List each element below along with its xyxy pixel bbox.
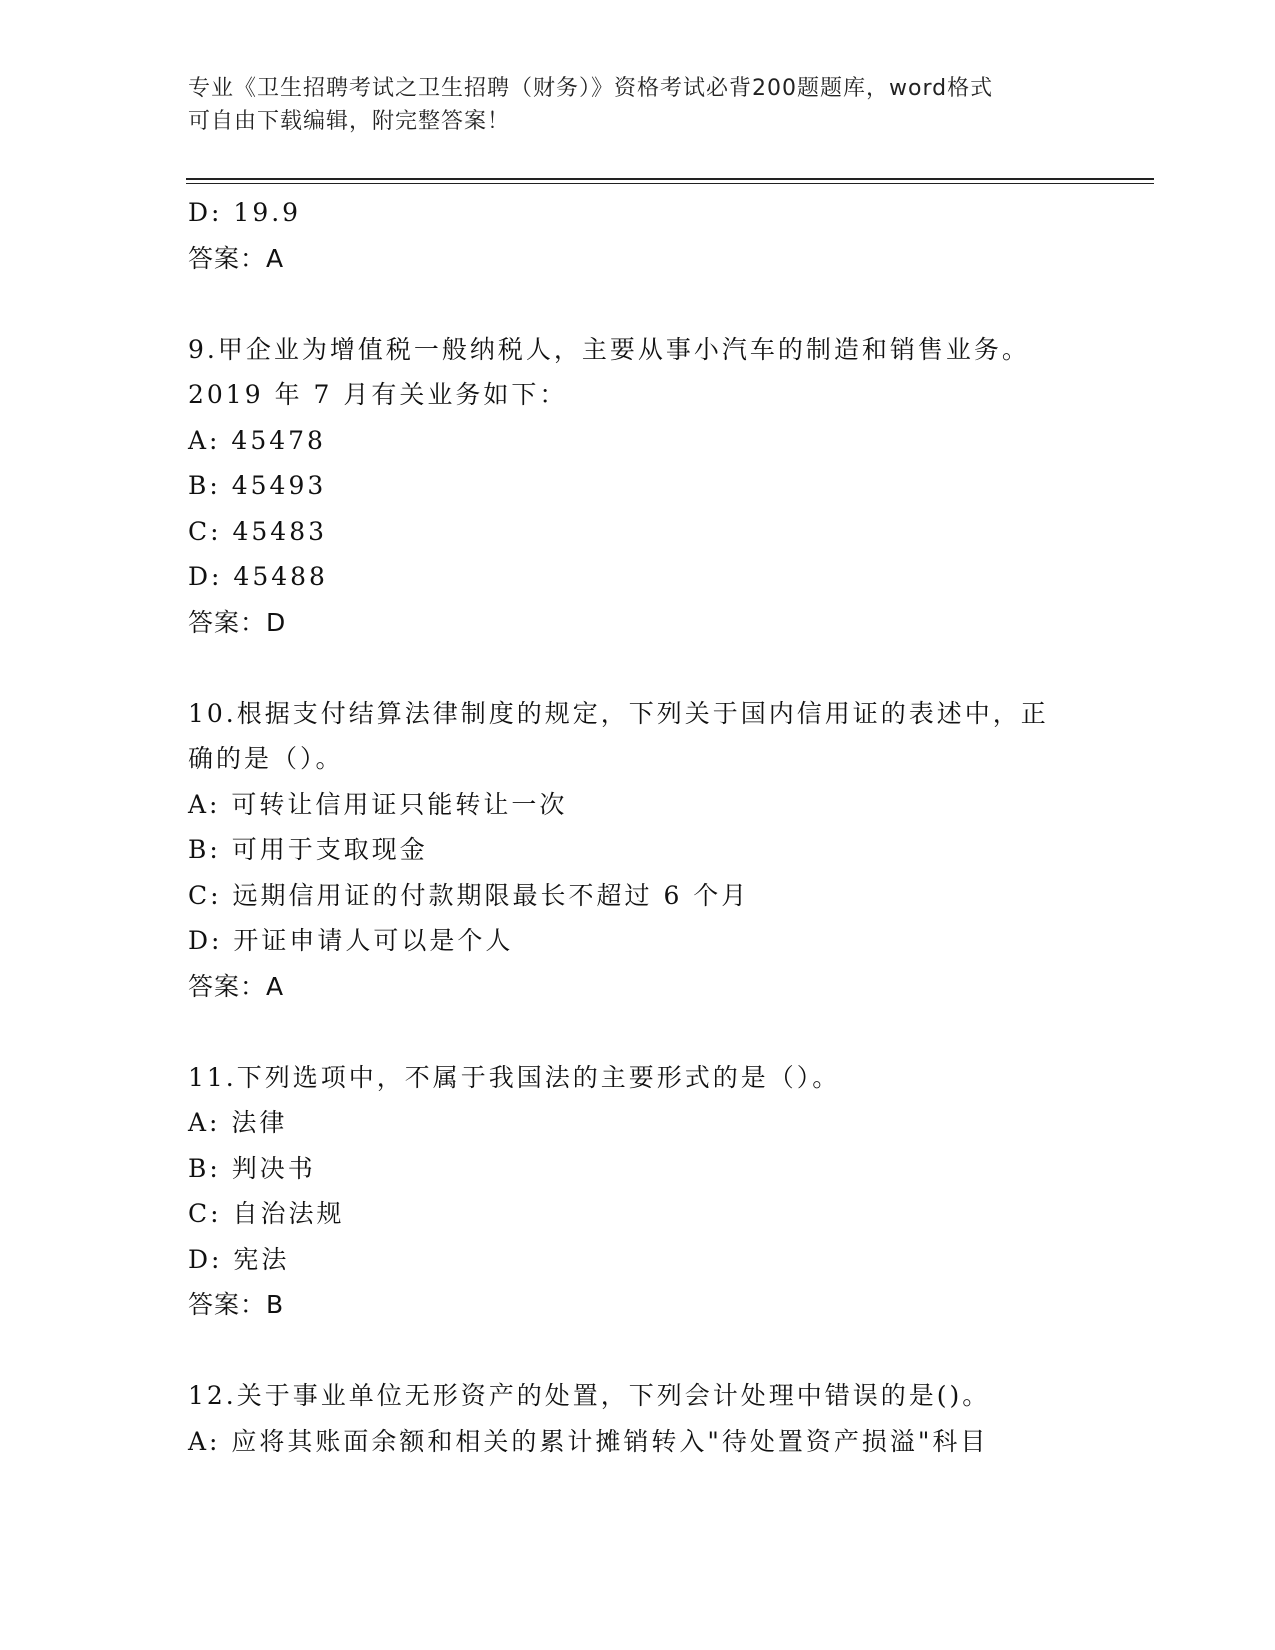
answer-line: 答案：A (188, 243, 285, 273)
question-stem: 9.甲企业为增值税一般纳税人，主要从事小汽车的制造和销售业务。 (188, 334, 1030, 364)
option-a: A: 法律 (188, 1108, 288, 1137)
option-d: D: 19.9 (188, 198, 302, 227)
option-b: B: 45493 (188, 471, 327, 500)
option-c: C: 远期信用证的付款期限最长不超过 6 个月 (188, 880, 750, 910)
question-stem: 12.关于事业单位无形资产的处置，下列会计处理中错误的是()。 (188, 1381, 991, 1410)
document-body (188, 190, 1088, 1464)
option-d: D: 宪法 (188, 1244, 290, 1274)
option-a: A: 可转让信用证只能转让一次 (188, 789, 568, 819)
spacer (188, 645, 1088, 691)
option-c: C: 自治法规 (188, 1199, 345, 1228)
question-10 (188, 691, 1088, 1010)
option-c: C: 45483 (188, 516, 328, 546)
option-d: D: 45488 (188, 562, 328, 591)
question-11 (188, 1055, 1088, 1328)
question-stem: 确的是（）。 (188, 744, 344, 773)
question-stem: 10.根据支付结算法律制度的规定，下列关于国内信用证的表述中，正 (188, 698, 1049, 728)
option-a: A: 45478 (188, 425, 326, 455)
spacer (188, 1009, 1088, 1055)
header-rule-thick (186, 178, 1154, 180)
answer-line: 答案：B (188, 1290, 285, 1319)
question-9 (188, 327, 1088, 646)
header-title-line2: 可自由下载编辑，附完整答案！ (188, 109, 511, 134)
question-stem: 2019 年 7 月有关业务如下： (188, 380, 568, 409)
header-title-line1: 专业《卫生招聘考试之卫生招聘（财务）》资格考试必背200题题库，word格式 (188, 76, 994, 101)
question-12 (188, 1373, 1088, 1464)
document-header (188, 72, 1068, 138)
spacer (188, 1328, 1088, 1374)
header-rule-thin (186, 183, 1154, 184)
answer-line: 答案：A (188, 971, 285, 1001)
question-stem: 11.下列选项中，不属于我国法的主要形式的是（）。 (188, 1062, 841, 1092)
option-b: B: 可用于支取现金 (188, 835, 428, 864)
question-8-tail (188, 190, 1088, 281)
answer-line: 答案：D (188, 607, 287, 637)
spacer (188, 281, 1088, 327)
option-b: B: 判决书 (188, 1153, 316, 1183)
option-a: A: 应将其账面余额和相关的累计摊销转入"待处置资产损溢"科目 (188, 1426, 989, 1456)
option-d: D: 开证申请人可以是个人 (188, 926, 514, 955)
